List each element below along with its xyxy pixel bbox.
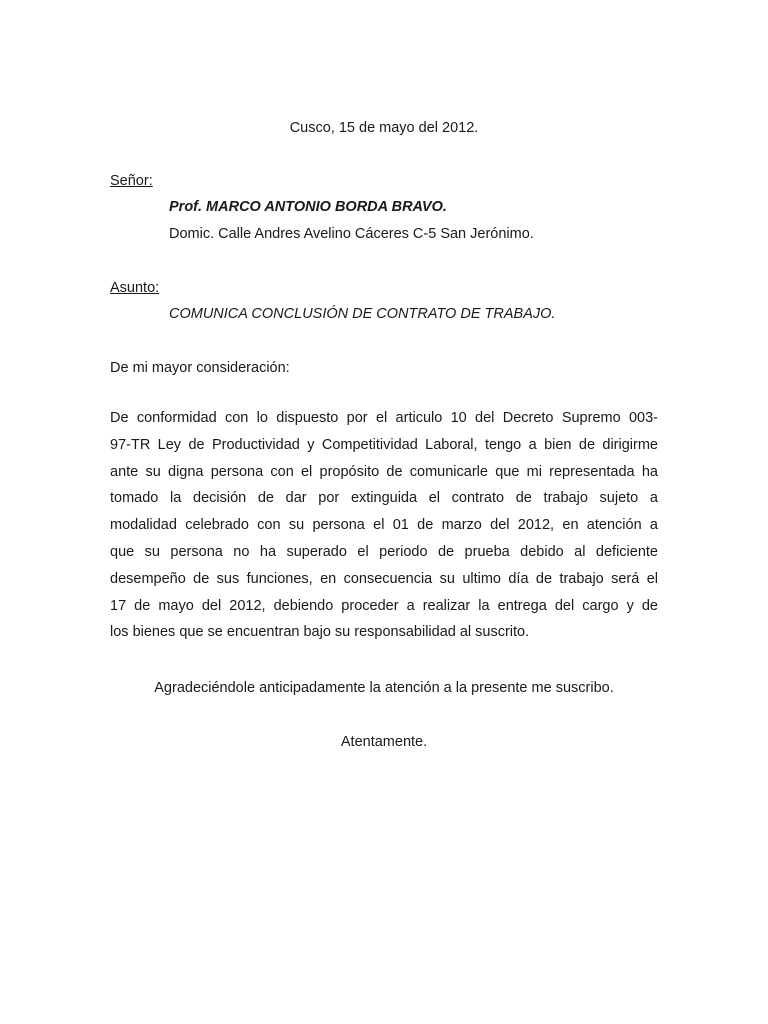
body-line: 17 de mayo del 2012, debiendo proceder a realizar la entrega del cargo y de [110,597,658,614]
subject-text: COMUNICA CONCLUSIÓN DE CONTRATO DE TRABAJO. [169,306,556,322]
greeting: De mi mayor consideración: [110,360,290,376]
letter-date: Cusco, 15 de mayo del 2012. [289,120,479,136]
body-line: ante su digna persona con el propósito de comunicarle que mi representada ha [110,463,658,480]
recipient-name: Prof. MARCO ANTONIO BORDA BRAVO. [169,199,447,215]
body-line: De conformidad con lo dispuesto por el articulo 10 del Decreto Supremo 003- [110,410,658,426]
body-line: los bienes que se encuentran bajo su responsabilidad al suscrito. [110,624,530,641]
body-line: 97-TR Ley de Productividad y Competitividad Laboral, tengo a bien de dirigirme [110,436,658,453]
subject-label: Asunto: [110,280,160,296]
body-line: modalidad celebrado con su persona el 01 de marzo del 2012, en atención a [110,517,658,534]
recipient-address: Domic. Calle Andres Avelino Cáceres C-5 San Jerónimo. [169,226,534,242]
body-line: tomado la decisión de dar por extinguida el contrato de trabajo sujeto a [110,490,658,507]
body-paragraph [110,405,658,646]
salutation-label: Señor: [110,173,153,189]
thanks-line: Agradeciéndole anticipadamente la atención a la presente me suscribo. [154,680,614,696]
body-line: que su persona no ha superado el periodo de prueba debido al deficiente [110,543,658,560]
body-line: desempeño de sus funciones, en consecuencia su ultimo día de trabajo será el [110,570,658,587]
closing-line: Atentamente. [340,734,428,750]
